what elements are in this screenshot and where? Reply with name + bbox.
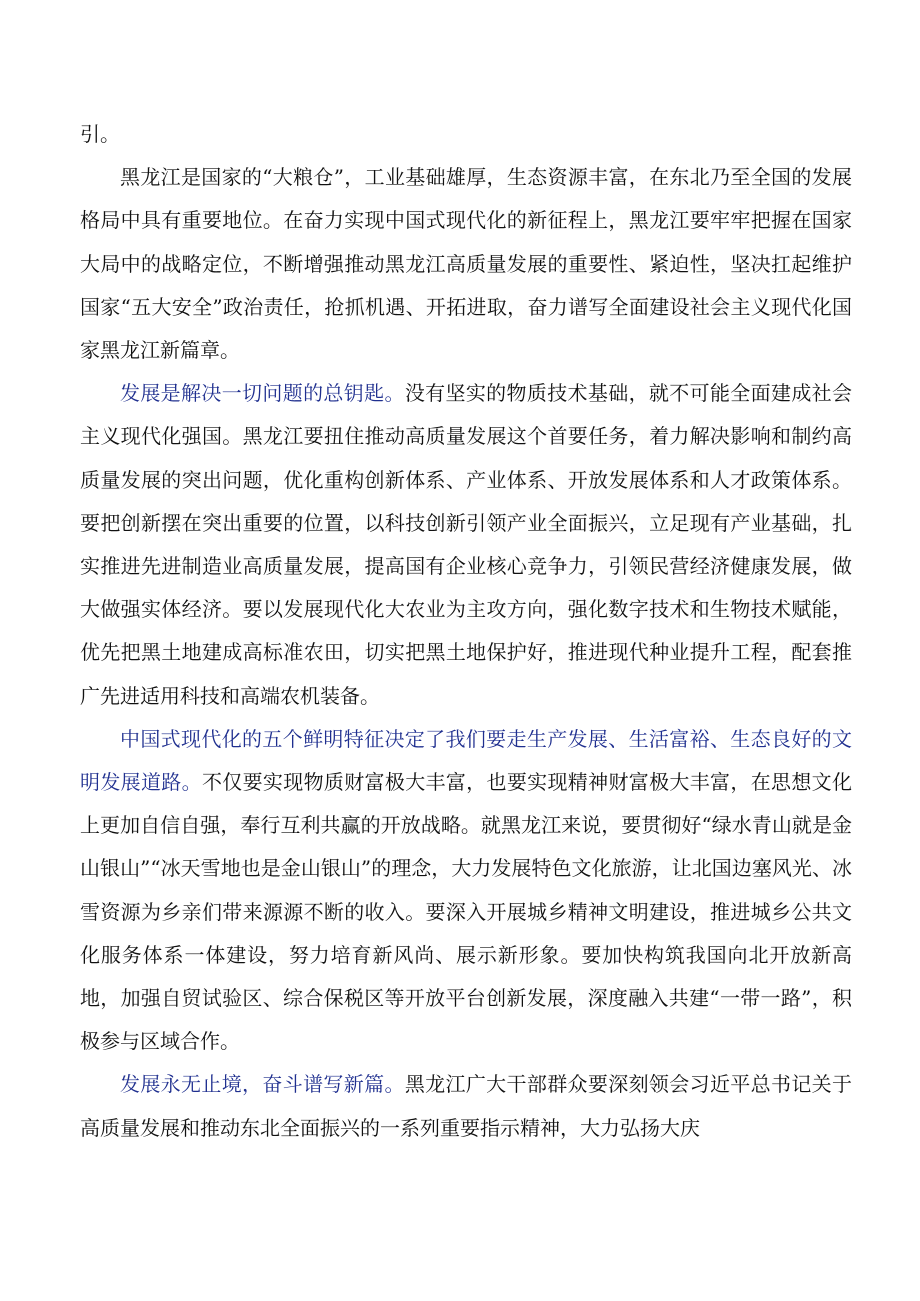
paragraph-2-text: 黑龙江是国家的“大粮仓”，工业基础雄厚，生态资源丰富，在东北乃至全国的发展格局中具有重要地位。在奋力实现中国式现代化的新征程上，黑龙江要牢牢把握在国家大局中的战略定位，不断增强推动黑龙江高质量发展的重要性、紧迫性，坚决扛起维护国家“五大安全”政治责任，抢抓机遇、开拓进取，奋力谱写全面建设社会主义现代化国家黑龙江新篇章。 [80, 165, 852, 363]
paragraph-5-lead: 发展永无止境，奋斗谱写新篇。 [120, 1072, 405, 1097]
paragraph-4-lead: 中国式现代化的五个鲜明特征决定了我们要走生产发展、生活富裕、生态良好的文明发展道路。 [80, 726, 852, 795]
paragraph-4-text: 不仅要实现物质财富极大丰富，也要实现精神财富极大丰富，在思想文化上更加自信自强，奉行互利共赢的开放战略。就黑龙江来说，要贯彻好“绿水青山就是金山银山”“冰天雪地也是金山银山”的理念，大力发展特色文化旅游，让北国边塞风光、冰雪资源为乡亲们带来源源不断的收入。要深入开展城乡精神文明建设，推进城乡公共文化服务体系一体建设，努力培育新风尚、展示新形象。要加快构筑我国向北开放新高地，加强自贸试验区、综合保税区等开放平台创新发展，深度融入共建“一带一路”，积极参与区域合作。 [80, 770, 853, 1054]
paragraph-5-text: 黑龙江广大干部群众要深刻领会习近平总书记关于高质量发展和推动东北全面振兴的一系列重要指示精神，大力弘扬大庆 [80, 1072, 853, 1140]
paragraph-3-lead: 发展是解决一切问题的总钥匙。 [120, 381, 405, 406]
paragraph-1-text: 引。 [80, 122, 120, 146]
paragraph-2 [80, 156, 852, 372]
paragraph-5 [80, 1063, 852, 1149]
paragraph-1 [80, 113, 852, 156]
paragraph-3 [80, 372, 852, 718]
paragraph-3-text: 没有坚实的物质技术基础，就不可能全面建成社会主义现代化强国。黑龙江要扭住推动高质量发展这个首要任务，着力解决影响和制约高质量发展的突出问题，优化重构创新体系、产业体系、开放发展体系和人才政策体系。要把创新摆在突出重要的位置，以科技创新引领产业全面振兴，立足现有产业基础，扎实推进先进制造业高质量发展，提高国有企业核心竞争力，引领民营经济健康发展，做大做强实体经济。要以发展现代化大农业为主攻方向，强化数字技术和生物技术赋能，优先把黑土地建成高标准农田，切实把黑土地保护好，推进现代种业提升工程，配套推广先进适用科技和高端农机装备。 [80, 381, 853, 708]
paragraph-4 [80, 718, 852, 1064]
article-body [80, 113, 852, 1150]
